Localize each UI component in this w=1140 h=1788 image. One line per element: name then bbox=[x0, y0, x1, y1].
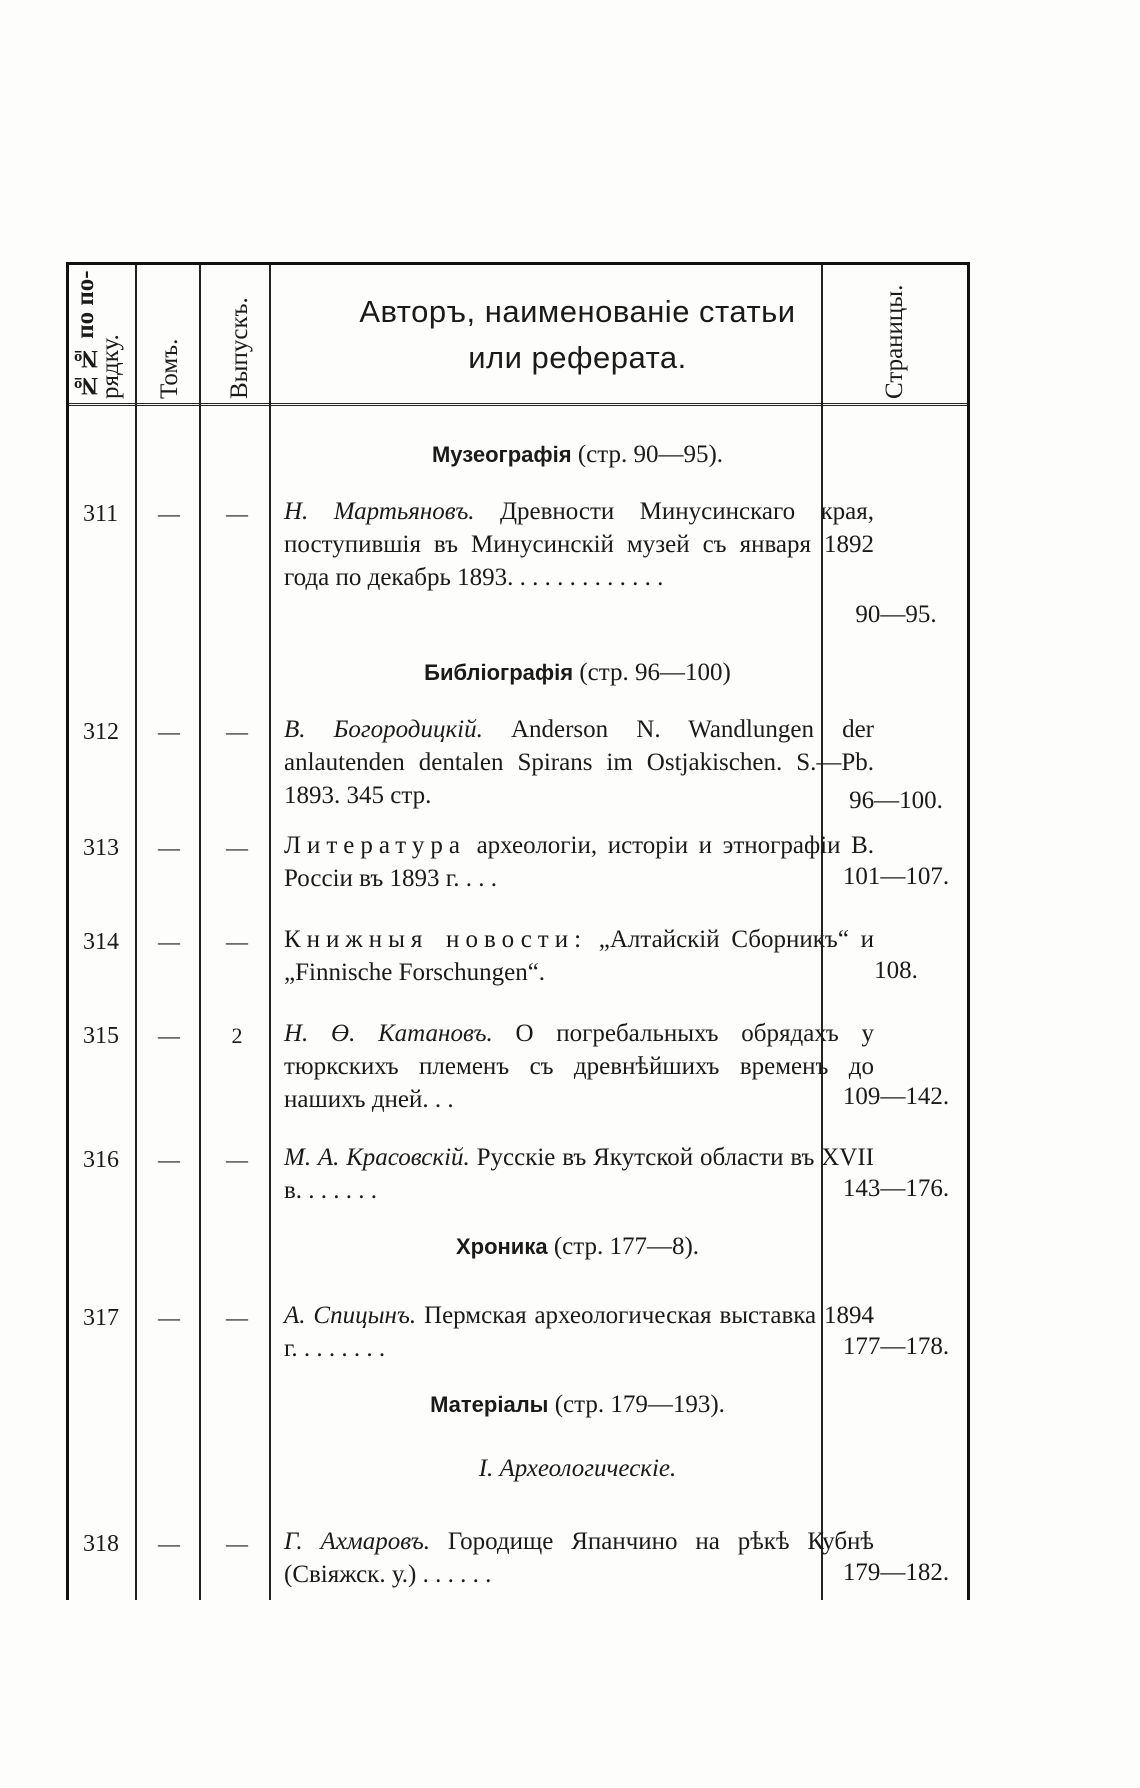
entry-volume: — bbox=[158, 1147, 180, 1172]
entry-pages: 109—142. bbox=[842, 1083, 950, 1110]
header-number: №№ по по- рядку. bbox=[72, 270, 124, 399]
entry-issue: — bbox=[226, 835, 248, 860]
entry-volume: — bbox=[158, 501, 180, 526]
entry-text: А. Спицынъ. Пермская археологическая выставка 1894 г. . . . . . . . bbox=[284, 1302, 875, 1362]
subsection-heading: I. Археологическiе. bbox=[478, 1455, 677, 1482]
entry-volume: — bbox=[158, 1305, 180, 1330]
entry-pages: 179—182. bbox=[842, 1559, 950, 1586]
entry-number: 318 bbox=[83, 1531, 119, 1557]
entry-number: 314 bbox=[83, 929, 119, 955]
section-heading: Библіографія (стр. 96—100) bbox=[424, 659, 731, 686]
index-table bbox=[66, 262, 970, 1600]
entry-number: 317 bbox=[83, 1305, 119, 1331]
entry-volume: — bbox=[158, 1531, 180, 1556]
entry-number: 311 bbox=[83, 501, 119, 527]
entry-issue: — bbox=[226, 501, 248, 526]
entry-pages: 108. bbox=[874, 957, 918, 984]
entry-issue: — bbox=[226, 1147, 248, 1172]
entry-volume: — bbox=[158, 1023, 180, 1048]
entry-number: 315 bbox=[83, 1023, 119, 1049]
section-heading: Матеріалы (стр. 179—193). bbox=[430, 1391, 725, 1418]
column-divider bbox=[269, 265, 271, 1600]
section-heading: Хроника (стр. 177—8). bbox=[455, 1233, 700, 1260]
entry-text: Н. Ө. Катановъ. О погребальныхъ обрядахъ у тюркскихъ племенъ съ древнѣйшихъ временъ до нашихъ дней. . . bbox=[284, 1020, 874, 1113]
header-pages: Страницы. bbox=[881, 284, 908, 399]
entry-pages: 143—176. bbox=[842, 1175, 950, 1202]
entry-volume: — bbox=[158, 929, 180, 954]
section-heading: Музеографія (стр. 90—95). bbox=[431, 441, 724, 468]
entry-issue: 2 bbox=[231, 1023, 243, 1048]
entry-pages: 177—178. bbox=[842, 1333, 950, 1360]
entry-text: Н. Мартьяновъ. Древности Минусинскаго края, поступившiя въ Минусинскiй музей съ января 1892 года по декабрь 1893. . . . . . . . . . . . . bbox=[284, 498, 874, 591]
entry-issue: — bbox=[226, 929, 248, 954]
entry-text: Литература археологiи, исторiи и этнографiи В. Россiи въ 1893 г. . . . bbox=[284, 832, 875, 892]
entry-pages: 96—100. bbox=[849, 787, 943, 814]
entry-text: Г. Ахмаровъ. Городище Япанчино на рѣкѣ Кубнѣ (Свiяжск. у.) . . . . . . bbox=[284, 1528, 875, 1588]
entry-number: 316 bbox=[83, 1147, 119, 1173]
entry-issue: — bbox=[226, 719, 248, 744]
header-issue: Выпускъ. bbox=[226, 297, 253, 399]
column-divider bbox=[135, 265, 137, 1600]
entry-text: М. А. Красовскiй. Русскiе въ Якутской области въ XVII в. . . . . . . bbox=[284, 1144, 875, 1204]
entry-number: 313 bbox=[83, 835, 119, 861]
column-divider bbox=[199, 265, 201, 1600]
header-rule bbox=[69, 403, 967, 410]
header-volume: Томъ. bbox=[156, 338, 183, 399]
entry-number: 312 bbox=[83, 719, 119, 745]
entry-pages: 101—107. bbox=[842, 863, 950, 890]
entry-issue: — bbox=[226, 1531, 248, 1556]
entry-text: Книжныя новости: „Алтайскiй Сборникъ“ и „Finnische Forschungen“. bbox=[284, 926, 874, 986]
entry-pages: 90—95. bbox=[855, 601, 937, 628]
entry-volume: — bbox=[158, 835, 180, 860]
entry-text: В. Богородицкiй. Anderson N. Wandlungen der anlautenden dentalen Spirans im Ostjakischen. S.—Pb. 1893. 345 стр. bbox=[284, 716, 874, 809]
header-title: Авторъ, наименованiе статьи или реферата. bbox=[359, 294, 796, 375]
entry-issue: — bbox=[226, 1305, 248, 1330]
entry-volume: — bbox=[158, 719, 180, 744]
